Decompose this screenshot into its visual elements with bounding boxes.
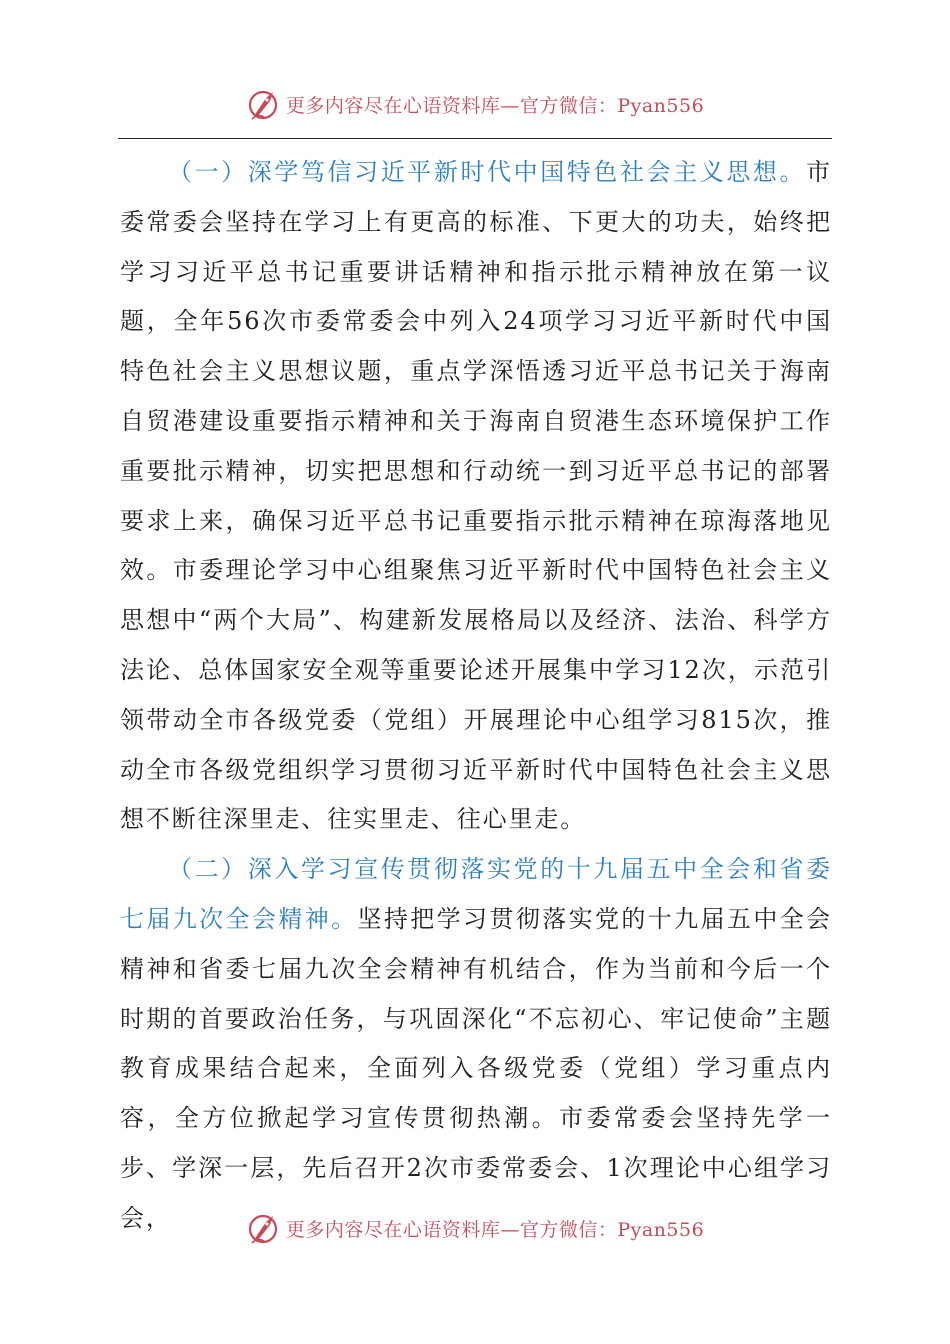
banner-text: 更多内容尽在心语资料库—官方微信：Pyan556 (285, 94, 705, 117)
header-divider (118, 138, 832, 139)
paragraph-1-text: 市委常委会坚持在学习上有更高的标准、下更大的功夫，始终把学习习近平总书记重要讲话精神和指示批示精神放在第一议题，全年56次市委常委会中列入24项学习习近平新时代中国特色社会主义思想议题，重点学深悟透习近平总书记关于海南自贸港建设重要指示精神和关于海南自贸港生态环境保护工作重要批示精神，切实把思想和行动统一到习近平总书记的部署要求上来，确保习近平总书记重要指示批示精神在琼海落地见效。市委理论学习中心组聚焦习近平新时代中国特色社会主义思想中“两个大局”、构建新发展格局以及经济、法治、科学方法论、总体国家安全观等重要论述开展集中学习12次，示范引领带动全市各级党委（党组）开展理论中心组学习815次，推动全市各级党组织学习贯彻习近平新时代中国特色社会主义思想不断往深里走、往实里走、往心里走。 (120, 158, 832, 834)
paragraph-2-text: 坚持把学习贯彻落实党的十九届五中全会精神和省委七届九次全会精神有机结合，作为当前和今后一个时期的首要政治任务，与巩固深化“不忘初心、牢记使命”主题教育成果结合起来，全面列入各级党委（党组）学习重点内容，全方位掀起学习宣传贯彻热潮。市委常委会坚持先学一步、学深一层，先后召开2次市委常委会、1次理论中心组学习会， (120, 904, 832, 1232)
section-heading-2: （二）深入学习宣传贯彻落实党的十九届五中全会和省委七届九次全会精神。 (120, 855, 832, 933)
paragraph-2 (120, 845, 832, 1243)
pen-nib-circle-icon (246, 1210, 282, 1246)
paragraph-1 (120, 148, 832, 845)
header-banner (0, 84, 950, 124)
banner-text: 更多内容尽在心语资料库—官方微信：Pyan556 (285, 1218, 705, 1241)
footer-banner (0, 1208, 950, 1248)
document-body (120, 148, 832, 1244)
pen-nib-circle-icon (246, 86, 282, 122)
section-heading-1: （一）深学笃信习近平新时代中国特色社会主义思想。 (168, 158, 807, 186)
